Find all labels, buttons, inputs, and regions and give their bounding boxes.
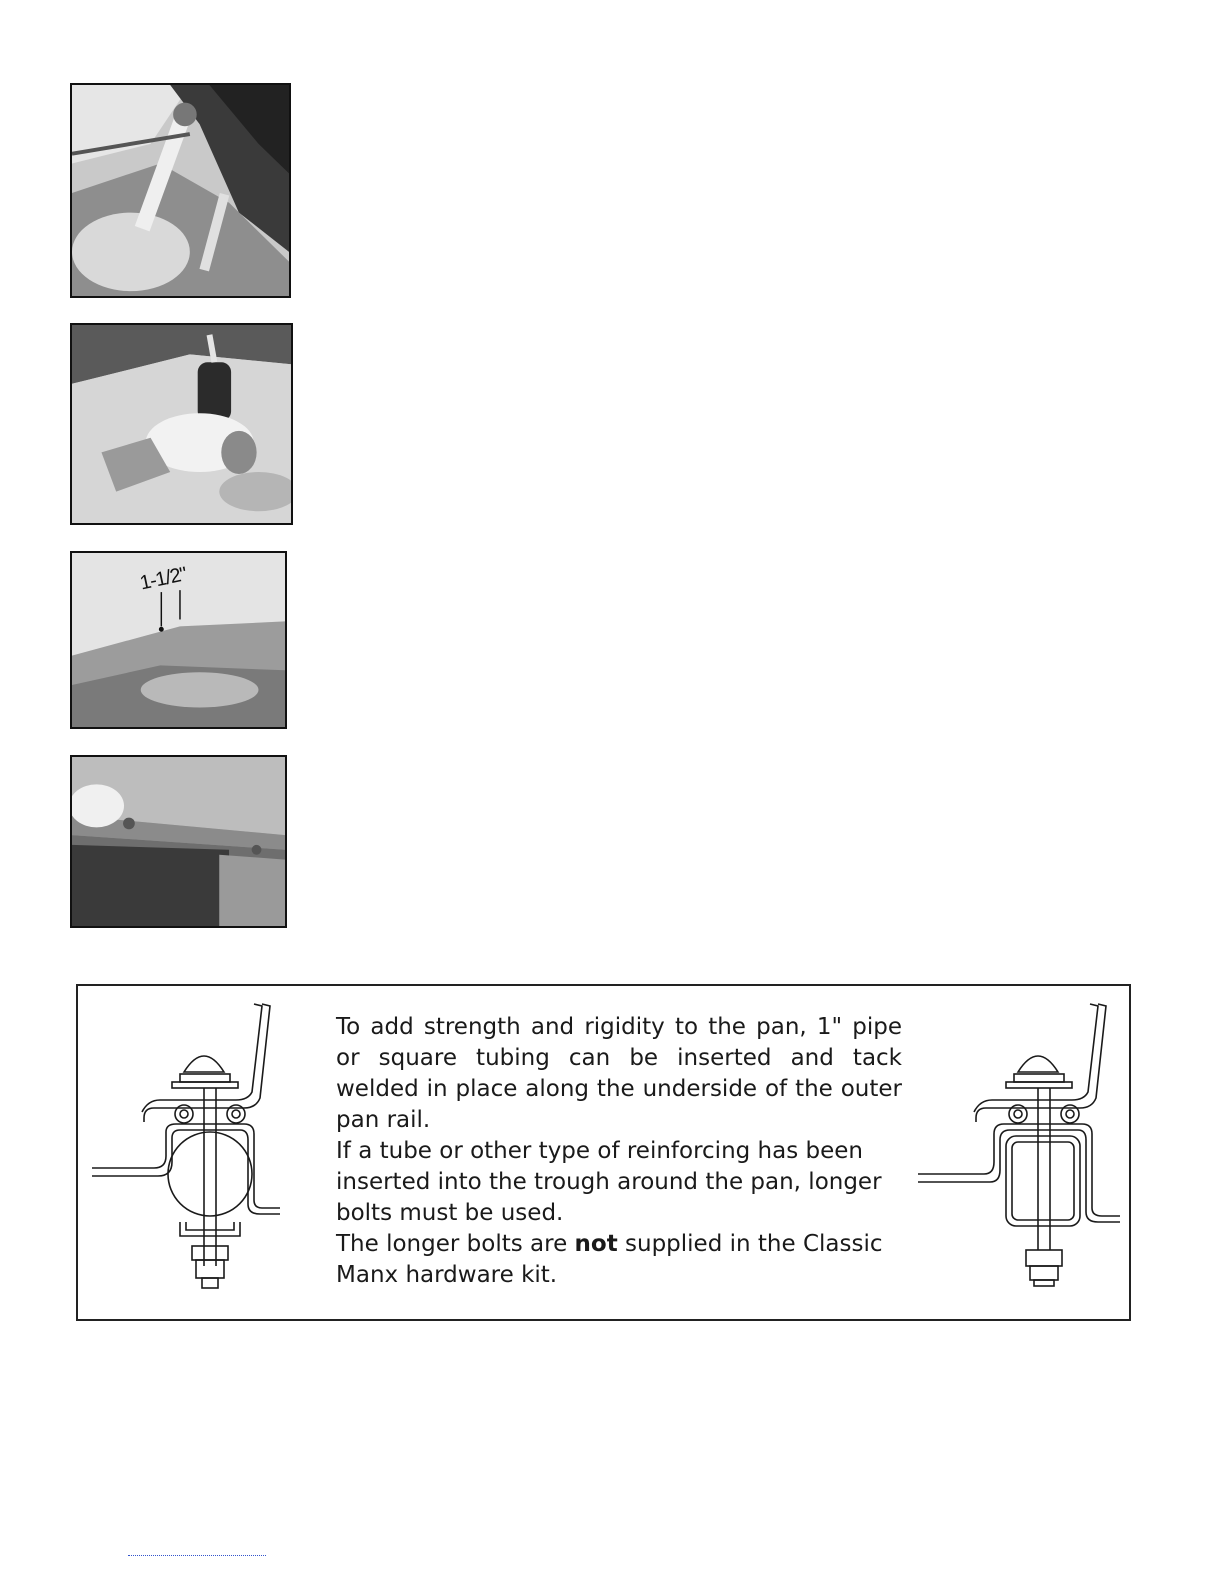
square-tube-diagram: [914, 1000, 1126, 1296]
note-paragraph-3: [336, 1229, 902, 1291]
note-paragraph-1: To add strength and rigidity to the pan, 1" pipe or square tubing can be inserted and tack welded in place along the underside of the outer pan rail.: [336, 1014, 902, 1133]
drill-mark-dot: [159, 627, 164, 632]
note-emphasis-not: not: [574, 1231, 618, 1257]
photo-bracket-underside-image: [72, 85, 289, 296]
reinforcement-note-text: [336, 1012, 902, 1291]
note-paragraph-2: If a tube or other type of reinforcing has been inserted into the trough around the pan, longer bolts must be used.: [336, 1138, 882, 1226]
note-paragraph-3-end: supplied in the Classic Manx hardware kit.: [336, 1231, 883, 1288]
photo-bracket-underside: [70, 83, 291, 298]
photo-bolting-rail: [70, 755, 287, 928]
reinforcement-note-box: [76, 984, 1131, 1321]
note-paragraph-3-start: The longer bolts are: [336, 1231, 575, 1257]
measurement-label: 1-1/2": [138, 563, 189, 595]
photo-drilling: [70, 323, 293, 525]
photo-bolting-rail-image: [72, 757, 285, 926]
footer-link-underline: [128, 1554, 266, 1556]
round-tube-diagram: [84, 1000, 284, 1296]
photo-measurement: [70, 551, 287, 729]
photo-drilling-image: [72, 325, 291, 523]
